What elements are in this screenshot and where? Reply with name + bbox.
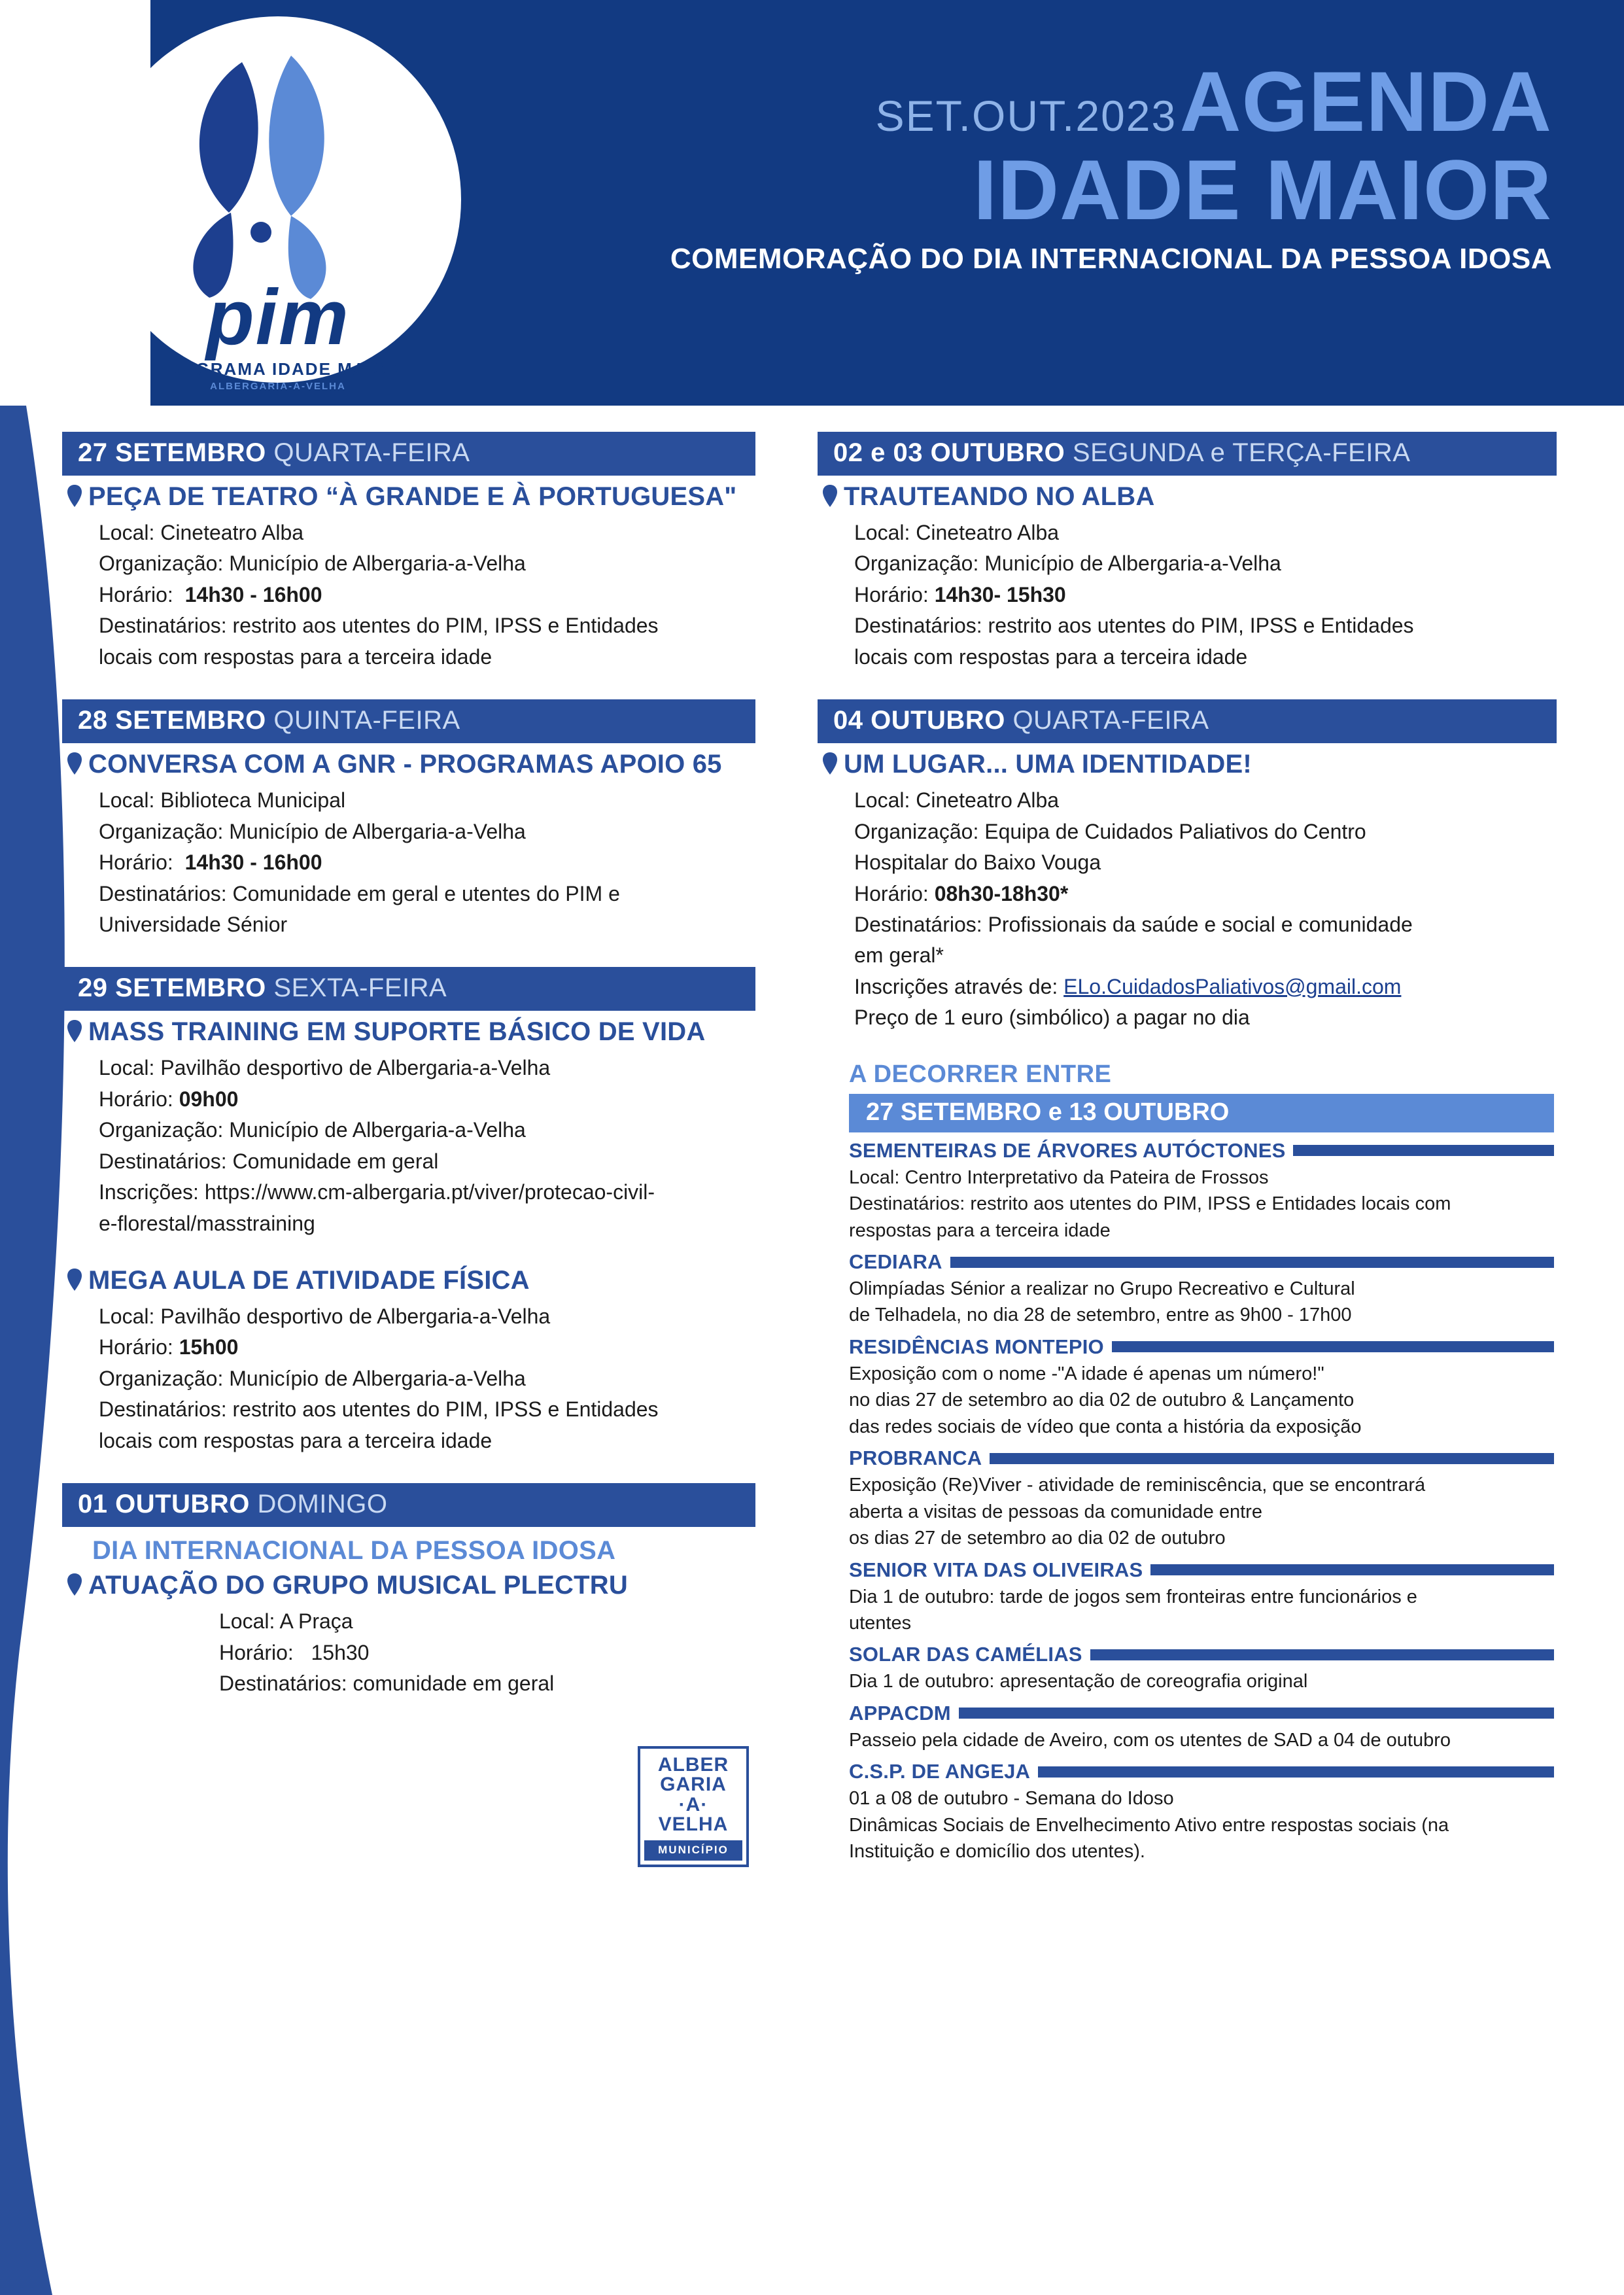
pim-logo-text bbox=[95, 273, 461, 392]
datebar-28-setembro bbox=[62, 699, 755, 743]
event-title-row bbox=[67, 750, 782, 779]
ongoing-date-range: 27 SETEMBRO e 13 OUTUBRO bbox=[849, 1094, 1554, 1132]
event-line-organizacao: Organização: Município de Albergaria-a-Velha bbox=[99, 552, 526, 576]
datebar-date: 01 OUTUBRO bbox=[78, 1490, 258, 1519]
location-pin-icon bbox=[67, 1573, 82, 1596]
event-line-preco: Preço de 1 euro (simbólico) a pagar no dia bbox=[854, 1006, 1250, 1030]
muni-footer: MUNICÍPIO bbox=[644, 1840, 742, 1861]
event-line-inscricoes: Inscrições através de: ELo.CuidadosPaliativos@gmail.com bbox=[854, 974, 1402, 998]
event-line-horario: Horário: 09h00 bbox=[99, 1087, 239, 1111]
location-pin-icon bbox=[67, 1020, 82, 1042]
entity-line: de Telhadela, no dia 28 de setembro, entre as 9h00 - 17h00 bbox=[849, 1305, 1352, 1326]
entity-rule bbox=[990, 1453, 1554, 1464]
ongoing-entity-residencias-montepio bbox=[849, 1335, 1554, 1440]
event-line-organizacao: Organização: Município de Albergaria-a-Velha bbox=[99, 1366, 526, 1390]
datebar-weekday: QUARTA-FEIRA bbox=[273, 438, 470, 467]
entity-header bbox=[849, 1335, 1554, 1359]
entity-name: CEDIARA bbox=[849, 1250, 942, 1273]
event-line-local: Local: Pavilhão desportivo de Albergaria-a-Velha bbox=[99, 1056, 551, 1080]
event-title: UM LUGAR... UMA IDENTIDADE! bbox=[844, 750, 1252, 779]
event-line-inscricoes-cont: e-florestal/masstraining bbox=[99, 1211, 315, 1235]
datebar-date: 27 SETEMBRO bbox=[78, 438, 274, 467]
event-line-horario: Horário: 14h30 - 16h00 bbox=[99, 850, 322, 875]
dia-internacional-highlight: DIA INTERNACIONAL DA PESSOA IDOSA bbox=[92, 1536, 616, 1566]
event-line-local: Local: A Praça bbox=[219, 1609, 353, 1634]
event-trauteando-no-alba bbox=[818, 482, 1557, 672]
event-line-destinatarios: Destinatários: Comunidade em geral e utentes do PIM e bbox=[99, 881, 620, 905]
pim-wordmark: pim bbox=[206, 273, 350, 361]
ongoing-entity-appacdm bbox=[849, 1702, 1554, 1753]
event-details bbox=[99, 786, 782, 939]
location-pin-icon bbox=[67, 752, 82, 775]
event-line-local: Local: Biblioteca Municipal bbox=[99, 788, 346, 813]
muni-line-1: ALBER bbox=[657, 1753, 729, 1776]
entity-header bbox=[849, 1139, 1554, 1163]
event-title: MASS TRAINING EM SUPORTE BÁSICO DE VIDA bbox=[88, 1017, 706, 1047]
event-line-horario: Horário: 15h00 bbox=[99, 1335, 239, 1359]
municipality-logo bbox=[638, 1746, 749, 1867]
header-title-idade-maior: IDADE MAIOR bbox=[973, 142, 1552, 237]
event-line-horario: Horário: 15h30 bbox=[219, 1640, 370, 1664]
ongoing-entity-sementeiras bbox=[849, 1139, 1554, 1244]
ongoing-entity-senior-vita bbox=[849, 1558, 1554, 1637]
registration-email-link[interactable]: ELo.CuidadosPaliativos@gmail.com bbox=[1063, 974, 1402, 998]
entity-body bbox=[849, 1786, 1554, 1865]
location-pin-icon bbox=[823, 485, 837, 507]
header-title-agenda: AGENDA bbox=[1179, 54, 1552, 149]
datebar-29-setembro bbox=[62, 967, 755, 1011]
event-title: ATUAÇÃO DO GRUPO MUSICAL PLECTRU bbox=[88, 1571, 628, 1600]
datebar-weekday: QUINTA-FEIRA bbox=[273, 706, 460, 735]
event-title: CONVERSA COM A GNR - PROGRAMAS APOIO 65 bbox=[88, 750, 722, 779]
muni-line-4: VELHA bbox=[658, 1813, 729, 1836]
datebar-date: 29 SETEMBRO bbox=[78, 973, 274, 1003]
header-first-line bbox=[538, 54, 1552, 149]
entity-line: aberta a visitas de pessoas da comunidade entre bbox=[849, 1501, 1262, 1522]
entity-header bbox=[849, 1558, 1554, 1582]
event-line-destinatarios: Destinatários: comunidade em geral bbox=[219, 1672, 555, 1696]
entity-body bbox=[849, 1361, 1554, 1440]
pim-logo bbox=[95, 16, 461, 392]
entity-line: Dia 1 de outubro: apresentação de coreografia original bbox=[849, 1671, 1308, 1692]
header-titles bbox=[538, 54, 1552, 275]
entity-line: Olimpíadas Sénior a realizar no Grupo Recreativo e Cultural bbox=[849, 1278, 1355, 1299]
event-line-destinatarios-cont: locais com respostas para a terceira idade bbox=[99, 1428, 492, 1452]
datebar-weekday: SEGUNDA e TERÇA-FEIRA bbox=[1072, 438, 1411, 467]
datebar-01-outubro bbox=[62, 1483, 755, 1527]
event-title-row bbox=[67, 1266, 782, 1295]
event-line-horario: Horário: 08h30-18h30* bbox=[854, 881, 1069, 905]
event-title: MEGA AULA DE ATIVIDADE FÍSICA bbox=[88, 1266, 530, 1295]
event-line-destinatarios-cont: locais com respostas para a terceira idade bbox=[99, 644, 492, 669]
pim-logo-line1: PROGRAMA IDADE MAIOR bbox=[155, 359, 401, 379]
header-subtitle: COMEMORAÇÃO DO DIA INTERNACIONAL DA PESSOA IDOSA bbox=[670, 242, 1552, 275]
entity-line: Destinatários: restrito aos utentes do PIM, IPSS e Entidades locais com bbox=[849, 1193, 1451, 1215]
datebar-weekday: DOMINGO bbox=[257, 1490, 388, 1519]
event-title-row bbox=[67, 1017, 782, 1047]
datebar-04-outubro bbox=[818, 699, 1557, 743]
entity-name: SOLAR DAS CAMÉLIAS bbox=[849, 1643, 1082, 1666]
datebar-date: 28 SETEMBRO bbox=[78, 706, 274, 735]
entity-body bbox=[849, 1165, 1554, 1244]
location-pin-icon bbox=[67, 1269, 82, 1291]
entity-line: Passeio pela cidade de Aveiro, com os utentes de SAD a 04 de outubro bbox=[849, 1729, 1451, 1751]
event-line-destinatarios: Destinatários: restrito aos utentes do PIM, IPSS e Entidades bbox=[99, 1397, 659, 1422]
entity-body bbox=[849, 1276, 1554, 1329]
event-details bbox=[99, 518, 782, 672]
event-grupo-musical-plectru bbox=[62, 1571, 782, 1698]
event-title-row bbox=[823, 482, 1557, 512]
event-line-destinatarios: Destinatários: Profissionais da saúde e social e comunidade bbox=[854, 912, 1413, 936]
ongoing-entity-solar-das-camelias bbox=[849, 1643, 1554, 1694]
event-details bbox=[99, 1302, 782, 1456]
event-details bbox=[854, 786, 1557, 1033]
entity-line: utentes bbox=[849, 1612, 912, 1634]
poster-body bbox=[0, 406, 1624, 2295]
ongoing-entity-cediara bbox=[849, 1250, 1554, 1329]
entity-rule bbox=[1293, 1145, 1554, 1156]
event-title-row bbox=[67, 482, 782, 512]
event-mega-aula bbox=[62, 1266, 782, 1456]
event-mass-training bbox=[62, 1017, 782, 1238]
entity-line: Dinâmicas Sociais de Envelhecimento Ativo entre respostas sociais (na bbox=[849, 1814, 1449, 1836]
entity-name: SEMENTEIRAS DE ÁRVORES AUTÓCTONES bbox=[849, 1138, 1286, 1162]
event-line-destinatarios: Destinatários: Comunidade em geral bbox=[99, 1149, 439, 1173]
event-line-local: Local: Cineteatro Alba bbox=[854, 521, 1060, 544]
event-line-organizacao-cont: Hospitalar do Baixo Vouga bbox=[854, 850, 1101, 875]
datebar-weekday: SEXTA-FEIRA bbox=[273, 973, 447, 1003]
datebar-27-setembro bbox=[62, 432, 755, 476]
ongoing-label: A DECORRER ENTRE bbox=[849, 1060, 1112, 1088]
event-um-lugar-uma-identidade bbox=[818, 750, 1557, 1033]
entity-line: 01 a 08 de outubro - Semana do Idoso bbox=[849, 1788, 1174, 1810]
event-peca-de-teatro bbox=[62, 482, 782, 672]
event-line-horario: Horário: 14h30 - 16h00 bbox=[99, 582, 322, 606]
location-pin-icon bbox=[823, 752, 837, 775]
entity-line: Local: Centro Interpretativo da Pateira de Frossos bbox=[849, 1166, 1269, 1188]
entity-line: das redes sociais de vídeo que conta a história da exposição bbox=[849, 1416, 1362, 1437]
entity-header bbox=[849, 1643, 1554, 1666]
poster-header bbox=[0, 0, 1624, 406]
entity-line: os dias 27 de setembro ao dia 02 de outubro bbox=[849, 1528, 1226, 1549]
entity-rule bbox=[1112, 1341, 1554, 1352]
muni-line-2: GARIA bbox=[660, 1774, 727, 1796]
entity-header bbox=[849, 1760, 1554, 1783]
entity-rule bbox=[959, 1708, 1554, 1719]
muni-line-3: ·A· bbox=[678, 1793, 708, 1815]
event-details bbox=[219, 1607, 782, 1698]
entity-line: Instituição e domicílio dos utentes). bbox=[849, 1841, 1145, 1863]
entity-header bbox=[849, 1446, 1554, 1470]
event-details bbox=[854, 518, 1557, 672]
entity-name: PROBRANCA bbox=[849, 1446, 982, 1470]
entity-body bbox=[849, 1669, 1554, 1694]
event-line-horario: Horário: 14h30- 15h30 bbox=[854, 582, 1066, 606]
event-line-destinatarios-cont: Universidade Sénior bbox=[99, 912, 288, 936]
entity-line: Exposição com o nome -"A idade é apenas um número!" bbox=[849, 1363, 1324, 1384]
event-conversa-gnr bbox=[62, 750, 782, 939]
event-line-destinatarios: Destinatários: restrito aos utentes do PIM, IPSS e Entidades bbox=[99, 614, 659, 638]
event-title-row bbox=[67, 1571, 782, 1600]
right-column bbox=[818, 432, 1557, 1866]
entity-rule bbox=[1090, 1649, 1554, 1660]
entity-line: no dias 27 de setembro ao dia 02 de outubro & Lançamento bbox=[849, 1390, 1355, 1411]
event-line-inscricoes: Inscrições: https://www.cm-albergaria.pt/viver/protecao-civil- bbox=[99, 1180, 655, 1204]
datebar-date: 04 OUTUBRO bbox=[833, 706, 1013, 735]
ongoing-entity-probranca bbox=[849, 1446, 1554, 1551]
event-details bbox=[99, 1053, 782, 1238]
entity-line: Exposição (Re)Viver - atividade de reminiscência, que se encontrará bbox=[849, 1475, 1426, 1496]
datebar-date: 02 e 03 OUTUBRO bbox=[833, 438, 1073, 467]
entity-name: APPACDM bbox=[849, 1701, 951, 1725]
entity-body bbox=[849, 1473, 1554, 1551]
event-line-destinatarios: Destinatários: restrito aos utentes do PIM, IPSS e Entidades bbox=[854, 614, 1414, 638]
pim-logo-line2: ALBERGARIA-A-VELHA bbox=[210, 381, 346, 392]
entity-rule bbox=[1038, 1766, 1554, 1778]
entity-body bbox=[849, 1728, 1554, 1753]
entity-name: RESIDÊNCIAS MONTEPIO bbox=[849, 1335, 1104, 1358]
event-line-destinatarios-cont: locais com respostas para a terceira idade bbox=[854, 644, 1248, 669]
event-line-destinatarios-cont: em geral* bbox=[854, 943, 944, 968]
header-date-label: SET.OUT.2023 bbox=[875, 92, 1177, 140]
datebar-weekday: QUARTA-FEIRA bbox=[1012, 706, 1209, 735]
event-line-local: Local: Cineteatro Alba bbox=[854, 788, 1060, 813]
entity-rule bbox=[1150, 1564, 1554, 1575]
entity-name: C.S.P. DE ANGEJA bbox=[849, 1760, 1031, 1783]
datebar-02-03-outubro bbox=[818, 432, 1557, 476]
event-line-organizacao: Organização: Município de Albergaria-a-Velha bbox=[854, 552, 1281, 576]
location-pin-icon bbox=[67, 485, 82, 507]
left-column bbox=[62, 432, 782, 1856]
entity-name: SENIOR VITA DAS OLIVEIRAS bbox=[849, 1558, 1143, 1581]
entity-header bbox=[849, 1250, 1554, 1274]
entity-line: Dia 1 de outubro: tarde de jogos sem fronteiras entre funcionários e bbox=[849, 1586, 1417, 1607]
entity-header bbox=[849, 1702, 1554, 1725]
ongoing-entity-csp-de-angeja bbox=[849, 1760, 1554, 1865]
event-line-organizacao: Organização: Município de Albergaria-a-Velha bbox=[99, 1118, 526, 1142]
event-line-local: Local: Pavilhão desportivo de Albergaria-a-Velha bbox=[99, 1305, 551, 1328]
entity-body bbox=[849, 1585, 1554, 1637]
event-line-local: Local: Cineteatro Alba bbox=[99, 521, 304, 544]
event-title: PEÇA DE TEATRO “À GRANDE E À PORTUGUESA" bbox=[88, 482, 737, 511]
event-title-row bbox=[823, 750, 1557, 779]
event-line-organizacao: Organização: Equipa de Cuidados Paliativos do Centro bbox=[854, 819, 1366, 843]
event-line-organizacao: Organização: Município de Albergaria-a-Velha bbox=[99, 819, 526, 843]
event-title: TRAUTEANDO NO ALBA bbox=[844, 482, 1155, 511]
entity-rule bbox=[950, 1257, 1554, 1268]
entity-line: respostas para a terceira idade bbox=[849, 1219, 1111, 1241]
